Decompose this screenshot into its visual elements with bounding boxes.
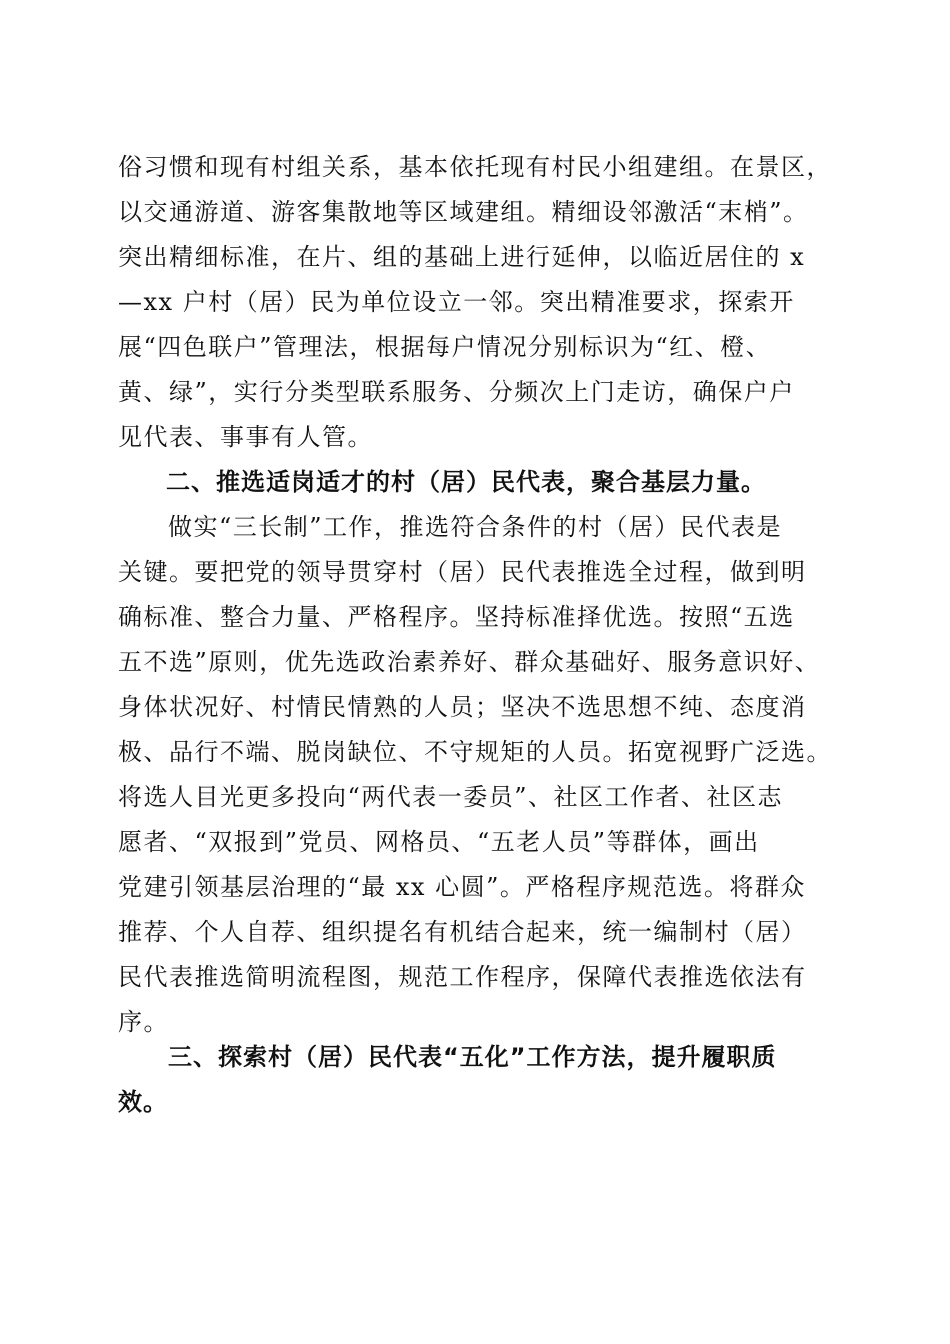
paragraph-line: 党建引领基层治理的“最 xx 心圆”。严格程序规范选。将群众 [118, 873, 806, 901]
paragraph-line: 俗习惯和现有村组关系，基本依托现有村民小组建组。在景区， [118, 153, 832, 181]
paragraph-2 [118, 505, 838, 1045]
paragraph-line: 做实“三长制”工作，推选符合条件的村（居）民代表是 [168, 513, 783, 541]
paragraph-line: 突出精细标准，在片、组的基础上进行延伸，以临近居住的 x [118, 243, 806, 271]
paragraph-line: 民代表推选简明流程图，规范工作程序，保障代表推选依法有 [118, 963, 807, 991]
paragraph-1 [118, 145, 838, 460]
paragraph-line: 推荐、个人自荐、组织提名有机结合起来，统一编制村（居） [118, 918, 807, 946]
section-heading-2 [166, 460, 846, 505]
paragraph-line: 愿者、“双报到”党员、网格员、“五老人员”等群体，画出 [118, 828, 760, 856]
heading-line: 三、探索村（居）民代表“五化”工作方法，提升履职质 [168, 1043, 777, 1071]
paragraph-line: 将选人目光更多投向“两代表一委员”、社区工作者、社区志 [118, 783, 784, 811]
heading-line: 二、推选适岗适才的村（居）民代表，聚合基层力量。 [166, 468, 766, 496]
paragraph-line: 五不选”原则，优先选政治素养好、群众基础好、服务意识好、 [118, 648, 821, 676]
paragraph-line: 身体状况好、村情民情熟的人员；坚决不选思想不纯、态度消 [118, 693, 807, 721]
paragraph-line: 关键。要把党的领导贯穿村（居）民代表推选全过程，做到明 [118, 558, 807, 586]
paragraph-line: 序。 [118, 1008, 169, 1036]
heading-line: 效。 [118, 1088, 168, 1116]
paragraph-line: 确标准、整合力量、严格程序。坚持标准择优选。按照“五选 [118, 603, 795, 631]
section-heading-3 [118, 1035, 838, 1125]
paragraph-line: 以交通游道、游客集散地等区域建组。精细设邻激活“末梢”。 [118, 198, 809, 226]
paragraph-line: 见代表、事事有人管。 [118, 423, 373, 451]
paragraph-line: 极、品行不端、脱岗缺位、不守规矩的人员。拓宽视野广泛选。 [118, 738, 832, 766]
paragraph-line: 黄、绿”，实行分类型联系服务、分频次上门走访，确保户户 [118, 378, 795, 406]
paragraph-line: 展“四色联户”管理法，根据每户情况分别标识为“红、橙、 [118, 333, 772, 361]
paragraph-line: —xx 户村（居）民为单位设立一邻。突出精准要求，探索开 [118, 288, 795, 316]
